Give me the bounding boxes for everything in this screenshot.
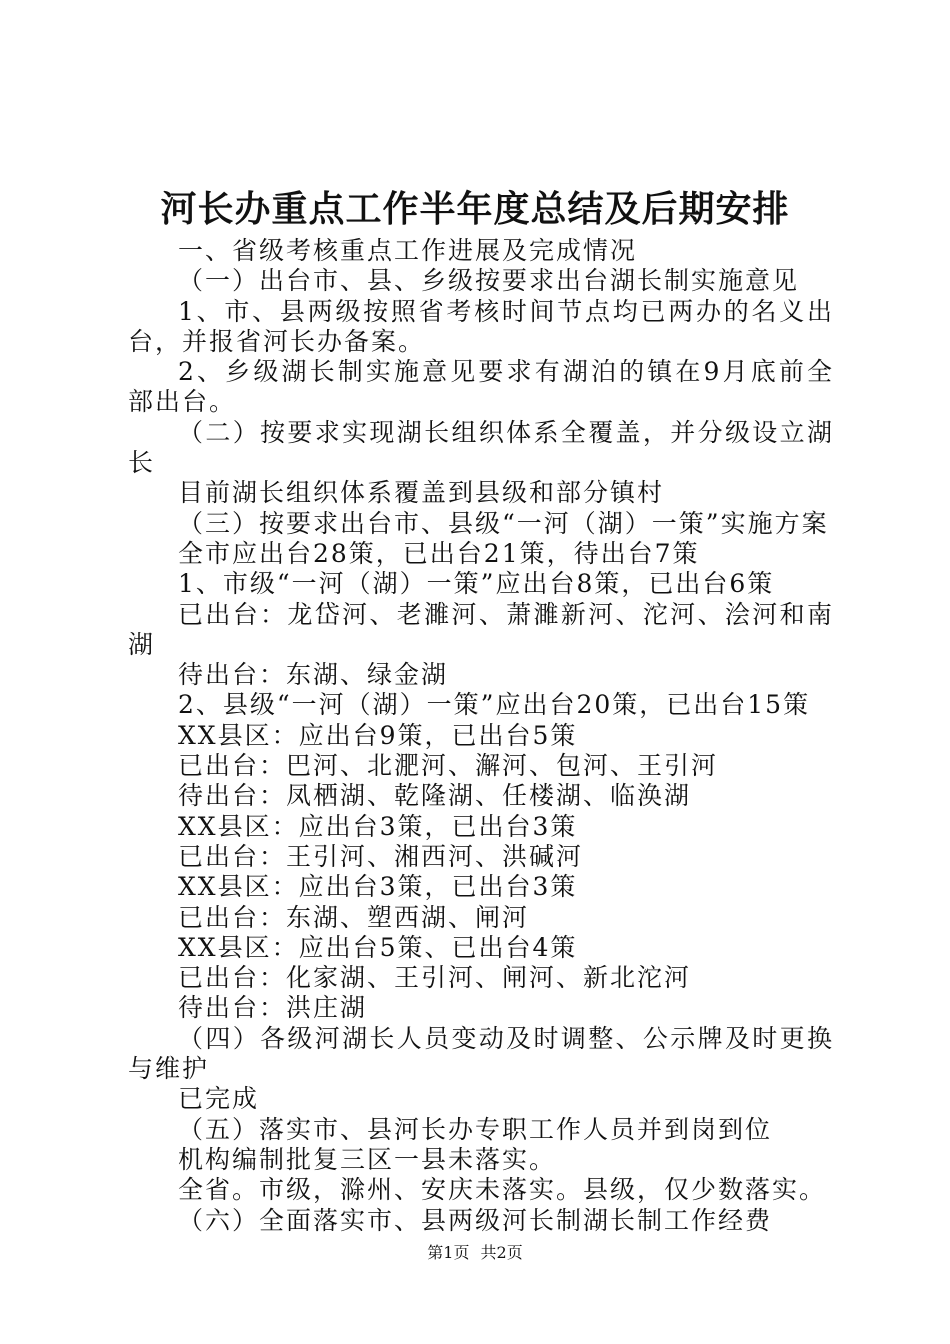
paragraph: 2、县级“一河（湖）一策”应出台20策，已出台15策	[178, 690, 811, 720]
paragraph: 2、乡级湖长制实施意见要求有湖泊的镇在9月底前全部出台。	[128, 357, 834, 417]
paragraph: 1、市级“一河（湖）一策”应出台8策，已出台6策	[178, 569, 775, 599]
page-number: 第1页	[427, 1243, 470, 1262]
subsection-heading: （二）按要求实现湖长组织体系全覆盖，并分级设立湖长	[128, 417, 834, 478]
section-heading: 一、省级考核重点工作进展及完成情况	[178, 236, 638, 265]
paragraph: 已出台：东湖、塑西湖、闸河	[178, 902, 530, 932]
paragraph: 已出台：化家湖、王引河、闸河、新北沱河	[178, 963, 692, 993]
page-total: 共2页	[480, 1243, 523, 1262]
paragraph: 已完成	[178, 1084, 260, 1114]
paragraph: 已出台：巴河、北淝河、澥河、包河、王引河	[178, 751, 719, 781]
paragraph: 机构编制批复三区一县未落实。	[178, 1144, 557, 1174]
paragraph: 全省。市级，滁州、安庆未落实。县级，仅少数落实。	[178, 1175, 827, 1205]
paragraph: 1、市、县两级按照省考核时间节点均已两办的名义出台，并报省河长办备案。	[128, 296, 834, 356]
paragraph: 待出台：东湖、绿金湖	[178, 660, 449, 690]
paragraph: 已出台：龙岱河、老濉河、萧濉新河、沱河、浍河和南湖	[128, 599, 834, 659]
document-body	[128, 236, 834, 1236]
paragraph: XX县区：应出台9策，已出台5策	[178, 720, 578, 750]
page-footer	[0, 1242, 950, 1264]
paragraph: XX县区：应出台3策，已出台3策	[178, 872, 578, 902]
paragraph: 待出台：洪庄湖	[178, 993, 368, 1023]
subsection-heading: （六）全面落实市、县两级河长制湖长制工作经费	[178, 1205, 773, 1235]
paragraph: 已出台：王引河、湘西河、洪碱河	[178, 841, 584, 871]
subsection-heading: （一）出台市、县、乡级按要求出台湖长制实施意见	[178, 266, 800, 296]
subsection-heading: （三）按要求出台市、县级“一河（湖）一策”实施方案	[178, 508, 829, 538]
paragraph: 目前湖长组织体系覆盖到县级和部分镇村	[178, 478, 665, 508]
subsection-heading: （四）各级河湖长人员变动及时调整、公示牌及时更换与维护	[128, 1023, 834, 1084]
paragraph: XX县区：应出台5策、已出台4策	[178, 932, 578, 962]
paragraph: 全市应出台28策，已出台21策，待出台7策	[178, 538, 700, 568]
document-title: 河长办重点工作半年度总结及后期安排	[160, 188, 790, 230]
paragraph: 待出台：凤栖湖、乾隆湖、任楼湖、临涣湖	[178, 781, 692, 811]
subsection-heading: （五）落实市、县河长办专职工作人员并到岗到位	[178, 1114, 773, 1144]
paragraph: XX县区：应出台3策，已出台3策	[178, 811, 578, 841]
